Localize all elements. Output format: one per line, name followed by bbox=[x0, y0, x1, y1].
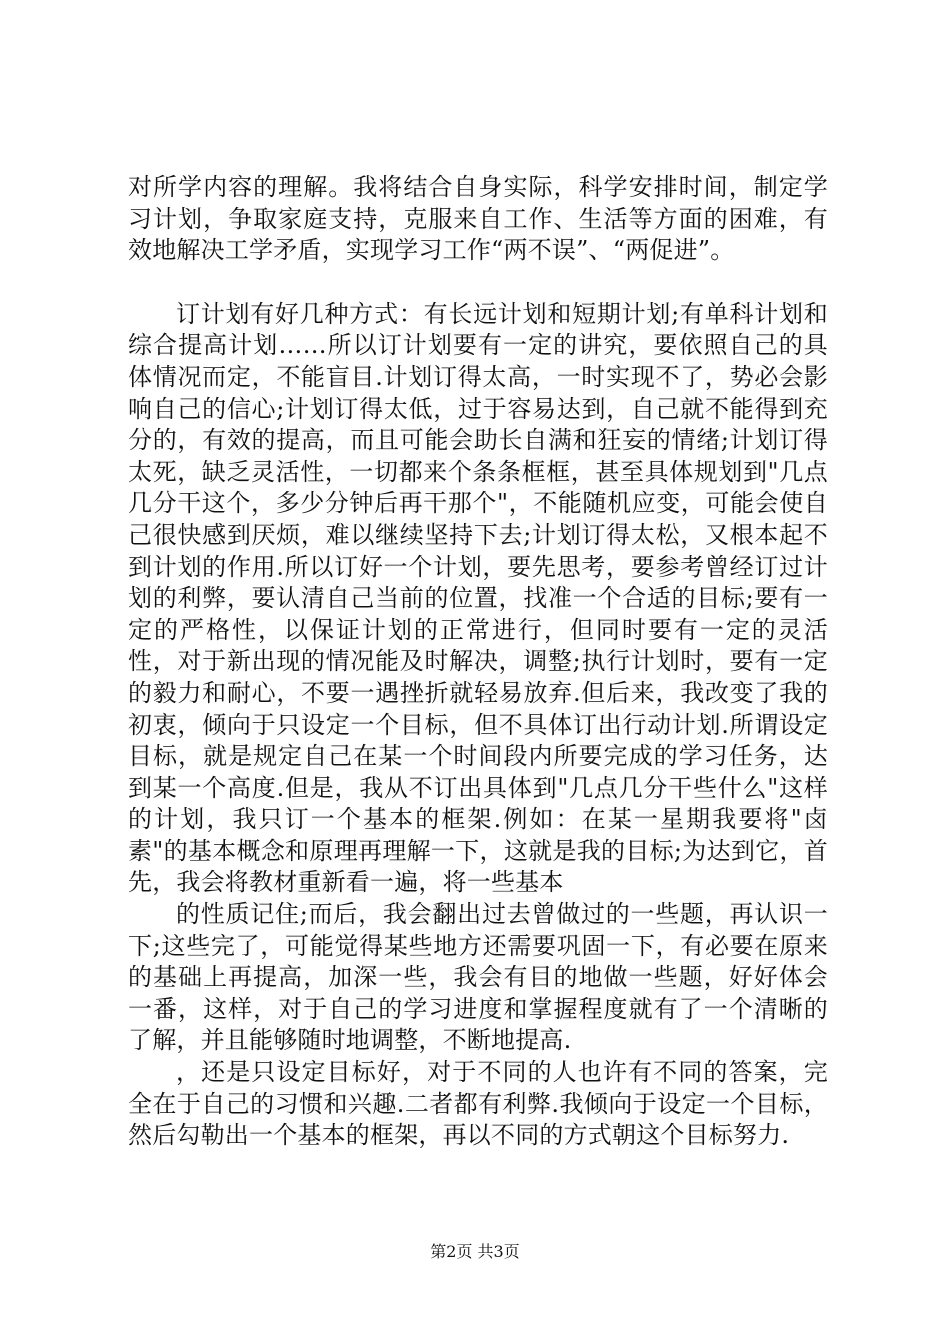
paragraph-continuation: 对所学内容的理解。我将结合自身实际，科学安排时间，制定学习计划，争取家庭支持，克服来自工作、生活等方面的困难，有效地解决工学矛盾，实现学习工作“两不误”、“两促进”。 bbox=[128, 173, 828, 265]
paragraph-conclusion: ，还是只设定目标好，对于不同的人也许有不同的答案，完全在于自己的习惯和兴趣.二者都有利弊.我倾向于设定一个目标，然后勾勒出一个基本的框架，再以不同的方式朝这个目标努力. bbox=[128, 1058, 828, 1150]
paragraph-planning-methods: 订计划有好几种方式：有长远计划和短期计划;有单科计划和综合提高计划……所以订计划要有一定的讲究，要依照自己的具体情况而定，不能盲目.计划订得太高，一时实现不了，势必会影响自己的信心;计划订得太低，过于容易达到，自己就不能得到充分的，有效的提高，而且可能会助长自满和狂妄的情绪;计划订得太死，缺乏灵活性，一切都来个条条框框，甚至具体规划到"几点几分干这个，多少分钟后再干那个"，不能随机应变，可能会使自己很快感到厌烦，难以继续坚持下去;计划订得太松，又根本起不到计划的作用.所以订好一个计划，要先思考，要参考曾经订过计划的利弊，要认清自己当前的位置，找准一个合适的目标;要有一定的严格性，以保证计划的正常进行，但同时要有一定的灵活性，对于新出现的情况能及时解决，调整;执行计划时，要有一定的毅力和耐心，不要一遇挫折就轻易放弃.但后来，我改变了我的初衷，倾向于只设定一个目标，但不具体订出行动计划.所谓设定目标，就是规定自己在某一个时间段内所要完成的学习任务，达到某一个高度.但是，我从不订出具体到"几点几分干些什么"这样的计划，我只订一个基本的框架.例如：在某一星期我要将"卤素"的基本概念和原理再理解一下，这就是我的目标;为达到它，首先，我会将教材重新看一遍，将一些基本 bbox=[128, 299, 828, 897]
document-body bbox=[128, 172, 828, 1152]
page-number-footer: 第2页 共3页 bbox=[430, 1242, 520, 1261]
paragraph-study-process: 的性质记住;而后，我会翻出过去曾做过的一些题，再认识一下;这些完了，可能觉得某些地方还需要巩固一下，有必要在原来的基础上再提高，加深一些，我会有目的地做一些题，好好体会一番，这样，对于自己的学习进度和掌握程度就有了一个清晰的了解，并且能够随时地调整，不断地提高. bbox=[128, 900, 828, 1055]
